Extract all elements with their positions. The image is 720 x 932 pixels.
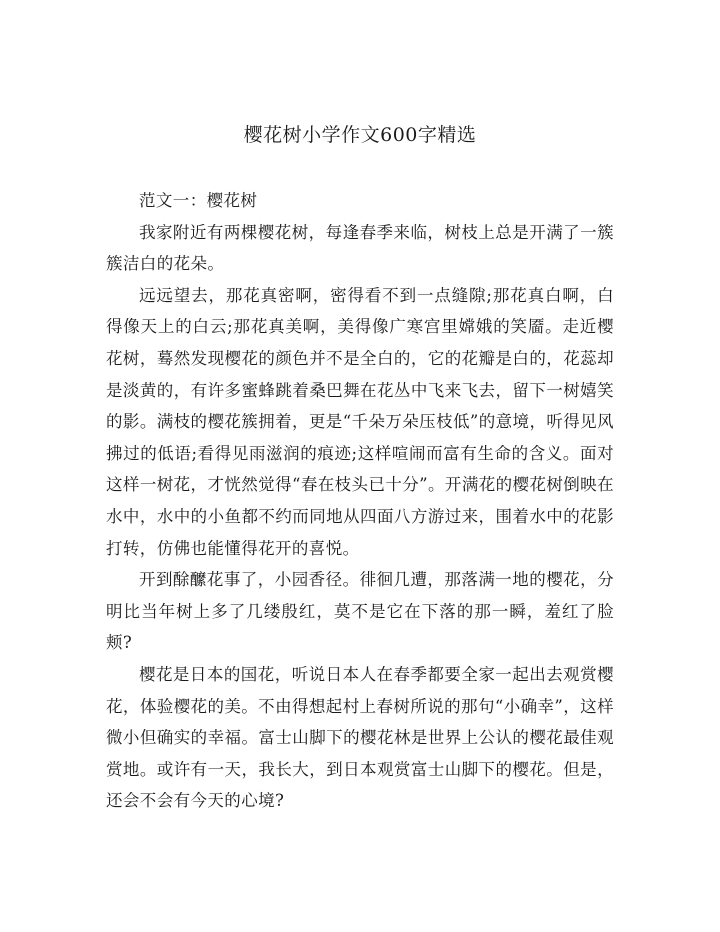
paragraph-2: 远远望去，那花真密啊，密得看不到一点缝隙;那花真白啊，白得像天上的白云;那花真美啊，美得像广寒宫里嫦娥的笑靥。走近樱花树，蓦然发现樱花的颜色并不是全白的，它的花瓣是白的，花蕊却是淡黄的，有许多蜜蜂跳着桑巴舞在花丛中飞来飞去，留下一树嬉笑的影。满枝的樱花簇拥着，更是“千朵万朵压枝低”的意境，听得见风拂过的低语;看得见雨滋润的痕迹;这样喧闹而富有生命的含义。面对这样一树花，才恍然觉得“春在枝头已十分”。开满花的樱花树倒映在水中，水中的小鱼都不约而同地从四面八方游过来，围着水中的花影打转，仿佛也能懂得花开的喜悦。 xyxy=(106,285,614,558)
paragraph-3: 开到酴醿花事了，小园香径。徘徊几遭，那落满一地的樱花，分明比当年树上多了几缕殷红，莫不是它在下落的那一瞬，羞红了脸颊? xyxy=(106,570,614,653)
document-title: 樱花树小学作文600字精选 xyxy=(243,124,477,146)
document-body xyxy=(106,185,614,817)
section-subtitle: 范文一：樱花树 xyxy=(139,191,258,210)
paragraph-1: 我家附近有两棵樱花树，每逢春季来临，树枝上总是开满了一簇簇洁白的花朵。 xyxy=(106,222,614,274)
paragraph-4: 樱花是日本的国花，听说日本人在春季都要全家一起出去观赏樱花，体验樱花的美。不由得想起村上春树所说的那句“小确幸”，这样微小但确实的幸福。富士山脚下的樱花林是世界上公认的樱花最佳观赏地。或许有一天，我长大，到日本观赏富士山脚下的樱花。但是，还会不会有今天的心境? xyxy=(106,664,614,811)
